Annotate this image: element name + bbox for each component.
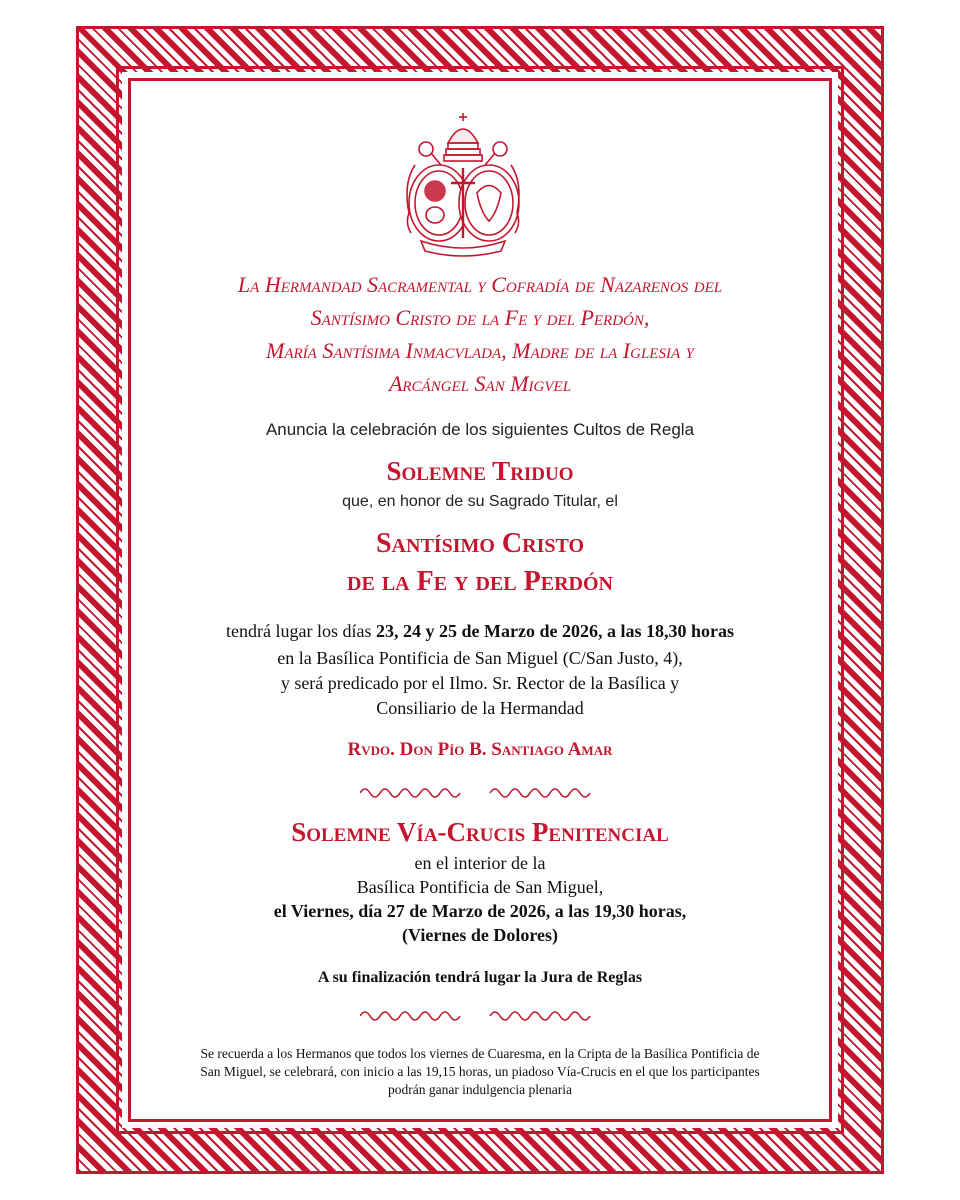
via-crucis-line-2: Basílica Pontificia de San Miguel, bbox=[356, 877, 604, 897]
jura-de-reglas-text: A su finalización tendrá lugar la Jura de Reglas bbox=[317, 969, 643, 986]
ornament-divider-bottom-icon bbox=[160, 1007, 800, 1028]
triduo-title: Solemne Triduo bbox=[386, 456, 574, 486]
preacher-name: Rvdo. Don Pío B. Santiago Amar bbox=[347, 739, 613, 760]
ornament-divider-icon bbox=[160, 784, 800, 805]
triduo-consiliario: Consiliario de la Hermandad bbox=[376, 698, 584, 718]
titular-name-line-2: de la Fe y del Perdón bbox=[347, 566, 613, 597]
via-crucis-line-4: (Viernes de Dolores) bbox=[402, 925, 558, 945]
triduo-subtitle: que, en honor de su Sagrado Titular, el bbox=[342, 493, 618, 510]
announcement-text: Anuncia la celebración de los siguientes Cultos de Regla bbox=[265, 420, 695, 439]
via-crucis-line-3: el Viernes, día 27 de Marzo de 2026, a las 19,30 horas, bbox=[273, 901, 687, 921]
brotherhood-name-line-4: Arcángel San Migvel bbox=[388, 371, 572, 396]
brotherhood-name-line-1: La Hermandad Sacramental y Cofradía de Nazarenos del bbox=[237, 272, 723, 297]
titular-name-line-1: Santísimo Cristo bbox=[375, 528, 585, 559]
brotherhood-name-line-3: María Santísima Inmacvlada, Madre de la Iglesia y bbox=[266, 338, 694, 363]
triduo-dates bbox=[160, 621, 800, 642]
triduo-dates-bold: 23, 24 y 25 de Marzo de 2026, a las 18,30 horas bbox=[375, 621, 734, 641]
via-crucis-title: Solemne Vía-Crucis Penitencial bbox=[291, 817, 669, 847]
brotherhood-name-line-2: Santísimo Cristo de la Fe y del Perdón, bbox=[310, 305, 650, 330]
via-crucis-line-1: en el interior de la bbox=[414, 853, 546, 873]
triduo-dates-prefix: tendrá lugar los días bbox=[226, 621, 376, 641]
footer-note: Se recuerda a los Hermanos que todos los viernes de Cuaresma, en la Cripta de la Basílica Pontificia de San Miguel, se celebrará, con inicio a las 19,15 horas, un piadoso Vía-Crucis en el que los participantes podrán ganar indulgencia plenaria bbox=[200, 1046, 760, 1097]
hermandad-crest-emblem-icon bbox=[401, 113, 525, 258]
brotherhood-name bbox=[160, 268, 800, 400]
triduo-preach: y será predicado por el Ilmo. Sr. Rector de la Basílica y bbox=[280, 673, 680, 693]
triduo-place: en la Basílica Pontificia de San Miguel (C/San Justo, 4), bbox=[277, 648, 683, 668]
